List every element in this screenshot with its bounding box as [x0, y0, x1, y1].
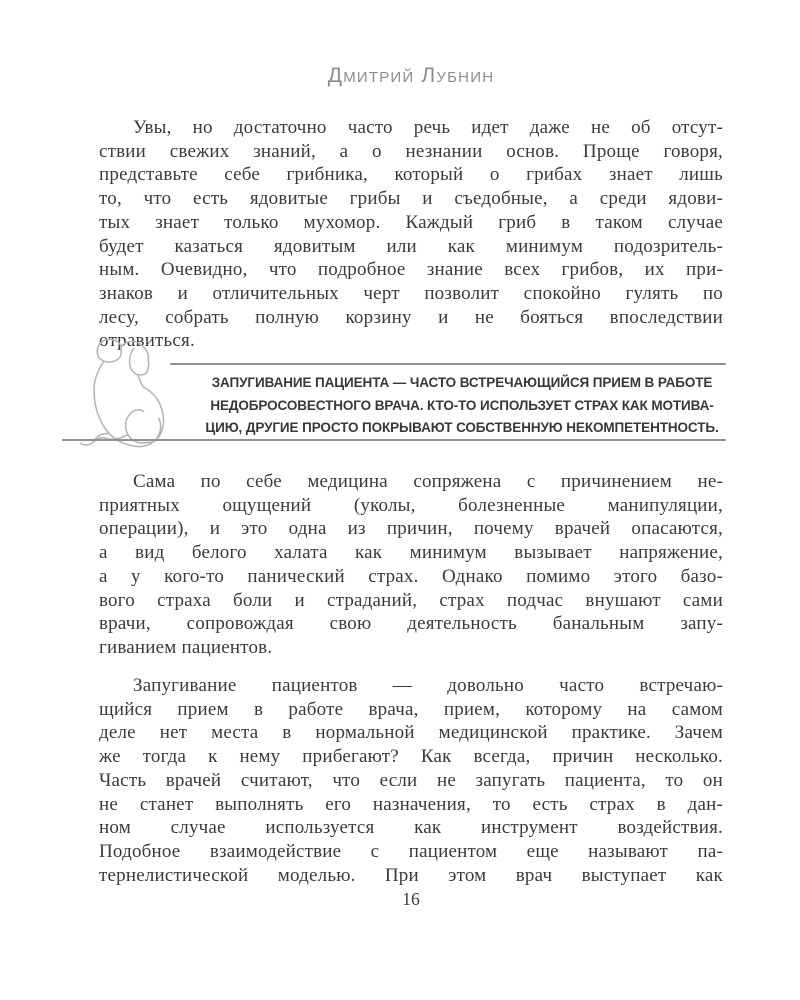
- text-line: операции), и это одна из причин, почему врачей опасаются,: [99, 518, 723, 540]
- text-line: Часть врачей считают, что если не запугать пациента, то он: [99, 769, 723, 791]
- text-line: приятных ощущений (уколы, болезненные манипуляции,: [99, 494, 723, 516]
- text-line: деле нет места в нормальной медицинской практике. Зачем: [99, 722, 723, 744]
- seated-woman-line-art-illustration: [64, 334, 192, 452]
- text-line: то, что есть ядовитые грибы и съедобные, а среди ядови-: [99, 188, 723, 210]
- text-line: ным. Очевидно, что подробное знание всех грибов, их при-: [99, 259, 723, 281]
- text-line: НЕДОБРОСОВЕСТНОГО ВРАЧА. КТО-ТО ИСПОЛЬЗУЕТ СТРАХ КАК МОТИВА-: [210, 397, 714, 413]
- paragraph-1: [99, 116, 723, 353]
- callout-text: [198, 372, 726, 440]
- text-line: ЦИЮ, ДРУГИЕ ПРОСТО ПОКРЫВАЮТ СОБСТВЕННУЮ НЕКОМПЕТЕНТНОСТЬ.: [205, 420, 719, 435]
- text-line: Подобное взаимодействие с пациентом еще называют па-: [99, 840, 723, 862]
- text-line: Сама по себе медицина сопряжена с причинением не-: [133, 471, 723, 492]
- text-line: же тогда к нему прибегают? Как всегда, причин несколько.: [99, 746, 723, 768]
- text-line: а у кого-то панический страх. Однако помимо этого базо-: [99, 565, 723, 587]
- callout-top-rule: [170, 363, 726, 365]
- page-number: 16: [402, 889, 420, 909]
- text-line: не станет выполнять его назначения, то есть страх в дан-: [99, 793, 723, 815]
- author-header: Дмитрий Лубнин: [327, 64, 495, 87]
- paragraph-2: [99, 470, 723, 660]
- text-line: гиванием пациентов.: [99, 636, 273, 658]
- text-line: врачи, сопровождая свою деятельность банальным запу-: [99, 613, 723, 635]
- text-line: вого страха боли и страданий, страх подчас внушают сами: [99, 589, 723, 611]
- text-line: представьте себе грибника, который о грибах знает лишь: [99, 164, 723, 186]
- text-line: будет казаться ядовитым или как минимум подозритель-: [99, 235, 723, 257]
- text-line: а вид белого халата как минимум вызывает напряжение,: [99, 542, 723, 564]
- text-line: отравиться.: [99, 330, 195, 352]
- text-line: ном случае используется как инструмент воздействия.: [99, 817, 723, 839]
- text-line: Запугивание пациентов — довольно часто встречаю-: [133, 675, 723, 696]
- text-line: ствии свежих знаний, а о незнании основ. Проще говоря,: [99, 140, 723, 162]
- text-line: тых знает только мухомор. Каждый гриб в таком случае: [99, 211, 723, 233]
- callout-block: [58, 330, 726, 454]
- text-line: лесу, собрать полную корзину и не бояться впоследствии: [99, 306, 723, 328]
- text-line: щийся прием в работе врача, прием, которому на самом: [99, 698, 723, 720]
- paragraph-3: [99, 674, 723, 887]
- text-line: Увы, но достаточно часто речь идет даже не об отсут-: [133, 117, 723, 138]
- text-line: знаков и отличительных черт позволит спокойно гулять по: [99, 282, 723, 304]
- text-line: тернелистической моделью. При этом врач выступает как: [99, 864, 723, 886]
- text-line: ЗАПУГИВАНИЕ ПАЦИЕНТА — ЧАСТО ВСТРЕЧАЮЩИЙСЯ ПРИЕМ В РАБОТЕ: [211, 375, 713, 390]
